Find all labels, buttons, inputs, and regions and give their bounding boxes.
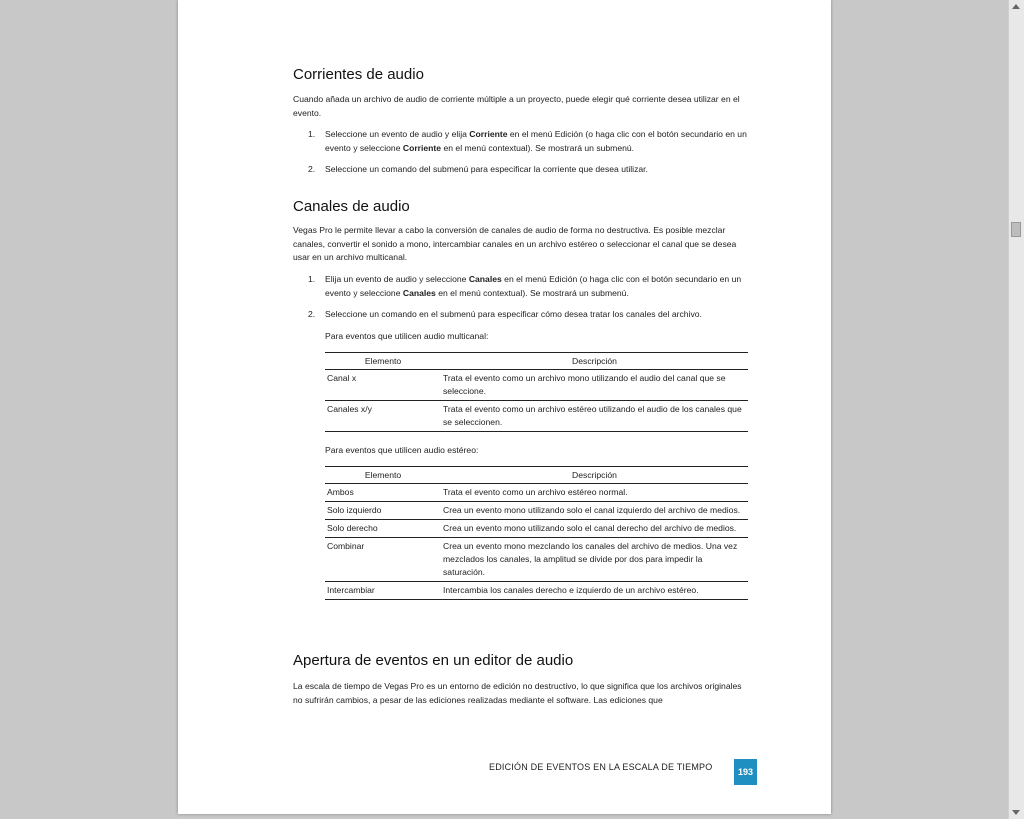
heading-canales: Canales de audio <box>293 198 410 215</box>
paragraph-corrientes: Cuando añada un archivo de audio de corriente múltiple a un proyecto, puede elegir qué corriente desea utilizar en el evento. <box>293 94 740 118</box>
table-header: Descripción <box>441 353 748 370</box>
table-header: Elemento <box>325 353 441 370</box>
table-cell: Ambos <box>325 484 441 502</box>
table-row <box>325 520 748 538</box>
table-row <box>325 484 748 502</box>
table-row <box>325 538 748 582</box>
step-text: Seleccione un evento de audio y elija Corriente en el menú Edición (o haga clic con el botón secundario en un evento y seleccione Corriente en el menú contextual). Se mostrará un submenú. <box>325 129 747 153</box>
table-cell: Intercambiar <box>325 582 441 600</box>
list-item <box>308 163 748 177</box>
step-number: 2. <box>308 309 316 319</box>
step-number: 1. <box>308 274 316 284</box>
step-text: Seleccione un comando en el submenú para especificar cómo desea tratar los canales del archivo. <box>325 309 702 319</box>
table-cell: Canal x <box>325 370 441 401</box>
paragraph-apertura: La escala de tiempo de Vegas Pro es un entorno de edición no destructivo, lo que significa que los archivos originales no sufrirán cambios, a pesar de las ediciones realizadas mediante el software. Las ediciones que <box>293 681 742 705</box>
page-number-badge: 193 <box>734 759 757 785</box>
table-header: Descripción <box>441 467 748 484</box>
table-cell: Crea un evento mono utilizando solo el canal izquierdo del archivo de medios. <box>441 502 748 520</box>
table-cell: Crea un evento mono mezclando los canales del archivo de medios. Una vez mezclados los canales, la amplitud se divide por dos para impedir la saturación. <box>441 538 748 582</box>
table-cell: Solo izquierdo <box>325 502 441 520</box>
table-cell: Crea un evento mono utilizando solo el canal derecho del archivo de medios. <box>441 520 748 538</box>
table-row <box>325 370 748 401</box>
document-page <box>178 0 831 814</box>
table-cell: Trata el evento como un archivo estéreo utilizando el audio de los canales que se seleccionen. <box>441 401 748 432</box>
scrollbar-thumb[interactable] <box>1011 222 1021 237</box>
table-header: Elemento <box>325 467 441 484</box>
table-row <box>325 401 748 432</box>
table-cell: Intercambia los canales derecho e izquierdo de un archivo estéreo. <box>441 582 748 600</box>
table-cell: Canales x/y <box>325 401 441 432</box>
vertical-scrollbar[interactable] <box>1008 0 1024 819</box>
table-caption-stereo: Para eventos que utilicen audio estéreo: <box>325 445 479 455</box>
table-multichannel <box>325 352 748 432</box>
table-row <box>325 582 748 600</box>
scroll-down-arrow-icon[interactable] <box>1012 810 1020 815</box>
table-caption-multichannel: Para eventos que utilicen audio multicanal: <box>325 331 489 341</box>
paragraph-canales: Vegas Pro le permite llevar a cabo la conversión de canales de audio de forma no destructiva. Es posible mezclar canales, convertir el sonido a mono, intercambiar canales en un archivo estéreo o seleccionar el canal que se desea usar en un archivo multicanal. <box>293 225 737 263</box>
list-item <box>308 308 748 322</box>
table-row <box>325 502 748 520</box>
table-cell: Combinar <box>325 538 441 582</box>
table-cell: Solo derecho <box>325 520 441 538</box>
scroll-up-arrow-icon[interactable] <box>1012 4 1020 9</box>
list-item <box>308 128 748 155</box>
step-number: 2. <box>308 164 316 174</box>
step-text: Seleccione un comando del submenú para especificar la corriente que desea utilizar. <box>325 164 648 174</box>
footer-chapter-title: EDICIÓN DE EVENTOS EN LA ESCALA DE TIEMPO <box>489 762 713 772</box>
heading-apertura: Apertura de eventos en un editor de audio <box>293 652 574 669</box>
table-stereo <box>325 466 748 600</box>
heading-corrientes: Corrientes de audio <box>293 66 424 83</box>
table-cell: Trata el evento como un archivo estéreo normal. <box>441 484 748 502</box>
step-text: Elija un evento de audio y seleccione Canales en el menú Edición (o haga clic con el botón secundario en un evento y seleccione Canales en el menú contextual). Se mostrará un submenú. <box>325 274 742 298</box>
table-cell: Trata el evento como un archivo mono utilizando el audio del canal que se seleccione. <box>441 370 748 401</box>
list-item <box>308 273 748 300</box>
step-number: 1. <box>308 129 316 139</box>
